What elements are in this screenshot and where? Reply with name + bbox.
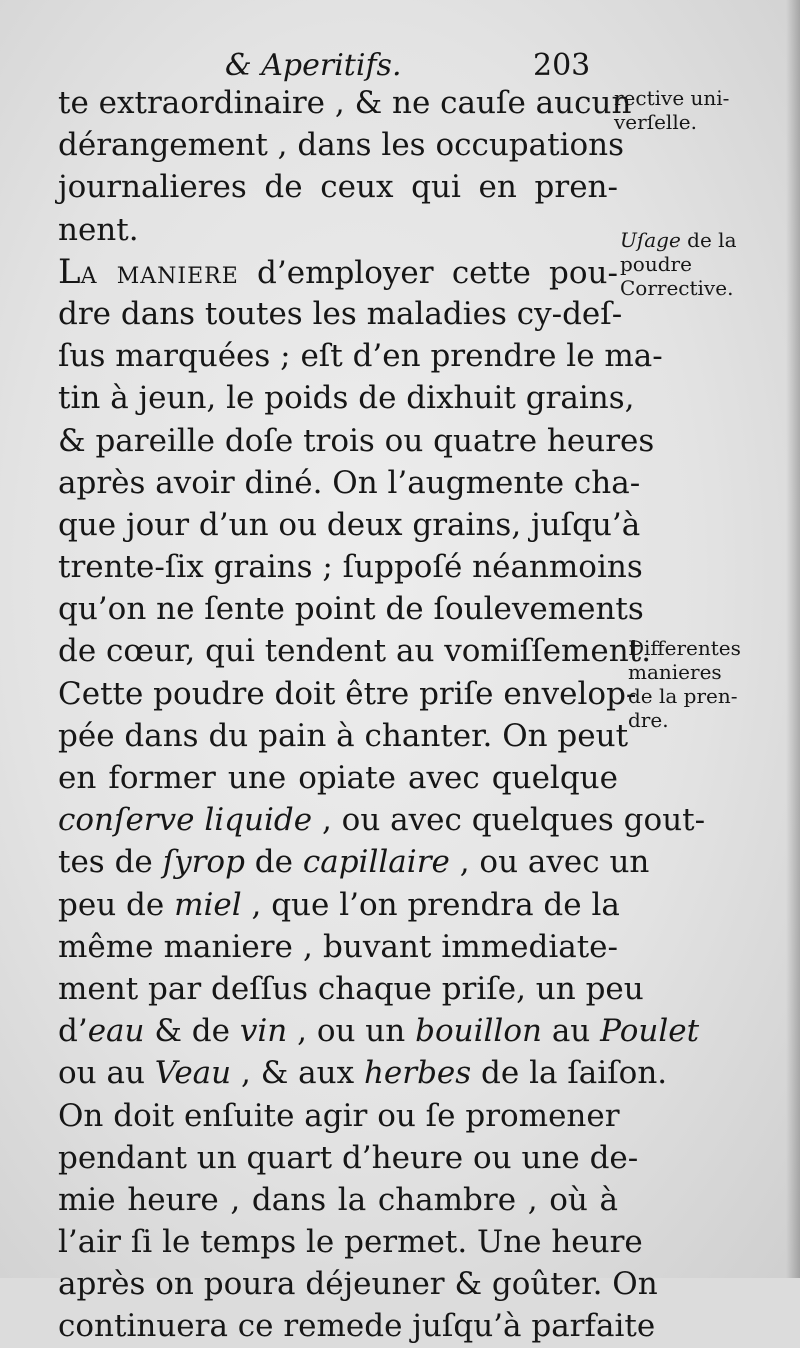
margin-note-run: de la [680, 228, 737, 252]
margin-note-run: poudre [620, 252, 692, 276]
margin-note-line [628, 636, 741, 660]
body_lines-run: capillaire [302, 844, 450, 881]
body_lines-run: Poulet [600, 1013, 700, 1050]
margin-note-run: manieres [628, 660, 722, 684]
body_lines-run: peu de [58, 886, 175, 923]
text-line [58, 462, 641, 504]
body_lines-run: Cette poudre doit être priſe envelop- [58, 675, 637, 712]
text-line [58, 884, 618, 926]
margin-note-line [614, 86, 729, 110]
text-line [58, 673, 637, 715]
margin-note-corrective-universal [614, 86, 729, 134]
margin-note-run: dre. [628, 708, 669, 732]
body_lines-run: qu’on ne ſente point de ſoulevements [58, 591, 644, 628]
body_lines-run: de cœur, qui tendent au vomiſſement. [58, 633, 652, 670]
margin-note-line [614, 110, 729, 134]
body_lines-run: après on poura déjeuner & goûter. On [58, 1266, 658, 1303]
body_lines-run: vin [239, 1013, 288, 1050]
body_lines-run: On doit enſuite agir ou ſe promener [58, 1097, 620, 1134]
text-line [58, 420, 655, 462]
body_lines-run: continuera ce remede juſqu’à parfaite [58, 1308, 656, 1345]
body_lines-run: L [58, 251, 81, 292]
body_lines-run: ſyrop [162, 844, 245, 881]
text-line [58, 335, 663, 377]
body_lines-run: au [541, 1013, 601, 1050]
body_lines-run: tes de [58, 844, 163, 881]
body_lines-run: journalieres de ceux qui en pren- [58, 169, 618, 206]
body_lines-run: l’air ſi le temps le permet. Une heure [58, 1224, 643, 1261]
show-through-ghost [630, 180, 635, 202]
body_lines-run: Veau [154, 1055, 232, 1092]
body_lines-run: d’employer cette pou- [238, 254, 618, 291]
body_lines-run: dre dans toutes les maladies cy-deſ- [58, 295, 623, 332]
text-line [58, 1052, 668, 1094]
body_lines-run: , ou avec quelques gout- [312, 802, 706, 839]
text-line [58, 926, 618, 968]
body_lines-run: herbes [363, 1055, 472, 1092]
margin-note-run: de la pren- [628, 684, 738, 708]
margin-note-run: Uſage [620, 228, 681, 252]
margin-note-line [628, 660, 741, 684]
margin-note-run: verſelle. [614, 110, 697, 134]
margin-note-run: rective uni- [614, 86, 730, 110]
body_lines-run: , ou un [287, 1013, 416, 1050]
margin-note-usage-powder [620, 228, 737, 300]
text-line [58, 251, 618, 293]
body_lines-run: même maniere , buvant immediate- [58, 928, 618, 965]
body_lines-run: miel [174, 886, 242, 923]
text-line [58, 166, 618, 208]
body_lines-run: que jour d’un ou deux grains, juſqu’à [58, 506, 641, 543]
body_lines-run: & pareille doſe trois ou quatre heures [58, 422, 655, 459]
text-line [58, 1221, 643, 1263]
body_lines-run: trente-ſix grains ; ſuppoſé néanmoins [58, 549, 643, 586]
body_lines-run: après avoir diné. On l’augmente cha- [58, 464, 641, 501]
page-number: 203 [533, 48, 591, 83]
body_lines-run: bouillon [415, 1013, 542, 1050]
body_lines-run: conſerve liquide [58, 802, 313, 839]
body_lines-run: d’ [58, 1013, 88, 1050]
text-line [58, 841, 650, 883]
text-line [58, 1179, 618, 1221]
body_lines-run: pendant un quart d’heure ou une de- [58, 1139, 639, 1176]
text-line [58, 1095, 618, 1137]
body_lines-run: & de [144, 1013, 240, 1050]
text-line [58, 293, 623, 335]
body_lines-run: en former une opiate avec quelque [58, 760, 618, 796]
body_lines-run: de [244, 844, 303, 881]
body_lines-run: , que l’on prendra de la [241, 886, 620, 923]
margin-note-line [628, 684, 741, 708]
margin-note-run: Corrective. [620, 276, 734, 300]
margin-note-run: Differentes [628, 636, 741, 660]
body_lines-run: ment par deſſus chaque priſe, un peu [58, 970, 644, 1007]
body_lines-run: ſus marquées ; eſt d’en prendre le ma- [58, 338, 663, 375]
margin-note-different-manners [628, 636, 741, 732]
body_lines-run: nent. [58, 211, 139, 248]
text-line [58, 757, 618, 799]
text-line [58, 1010, 700, 1052]
text-line [58, 715, 629, 757]
body_lines-run: eau [87, 1013, 145, 1050]
text-line [58, 82, 632, 124]
text-line [58, 799, 706, 841]
text-line [58, 1137, 639, 1179]
text-line [58, 504, 641, 546]
text-line [58, 546, 643, 588]
text-line [58, 588, 644, 630]
text-line [58, 968, 644, 1010]
body_lines-run: tin à jeun, le poids de dixhuit grains, [58, 380, 635, 417]
text-line [58, 209, 618, 251]
text-line [58, 377, 635, 419]
body_lines-run: ou au [58, 1055, 155, 1092]
text-line [58, 1263, 658, 1305]
body_lines-run: a maniere [80, 254, 239, 291]
body_lines-run: te extraordinaire , & ne cauſe aucun [58, 85, 632, 121]
page-edge-shadow [786, 0, 800, 1278]
running-title: & Aperitifs. [225, 48, 402, 83]
body_lines-run: mie heure , dans la chambre , où à [58, 1181, 618, 1218]
margin-note-line [620, 228, 737, 252]
text-line [58, 630, 652, 672]
text-line [58, 1305, 656, 1347]
margin-note-line [628, 708, 741, 732]
margin-note-line [620, 252, 737, 276]
body_lines-run: , ou avec un [449, 844, 650, 881]
body_lines-run: pée dans du pain à chanter. On peut [58, 717, 629, 754]
margin-note-line [620, 276, 737, 300]
text-line [58, 124, 625, 166]
body_lines-run: dérangement , dans les occupations [58, 127, 625, 164]
body_lines-run: , & aux [231, 1055, 364, 1092]
body_lines-run: de la ſaiſon. [471, 1055, 668, 1092]
